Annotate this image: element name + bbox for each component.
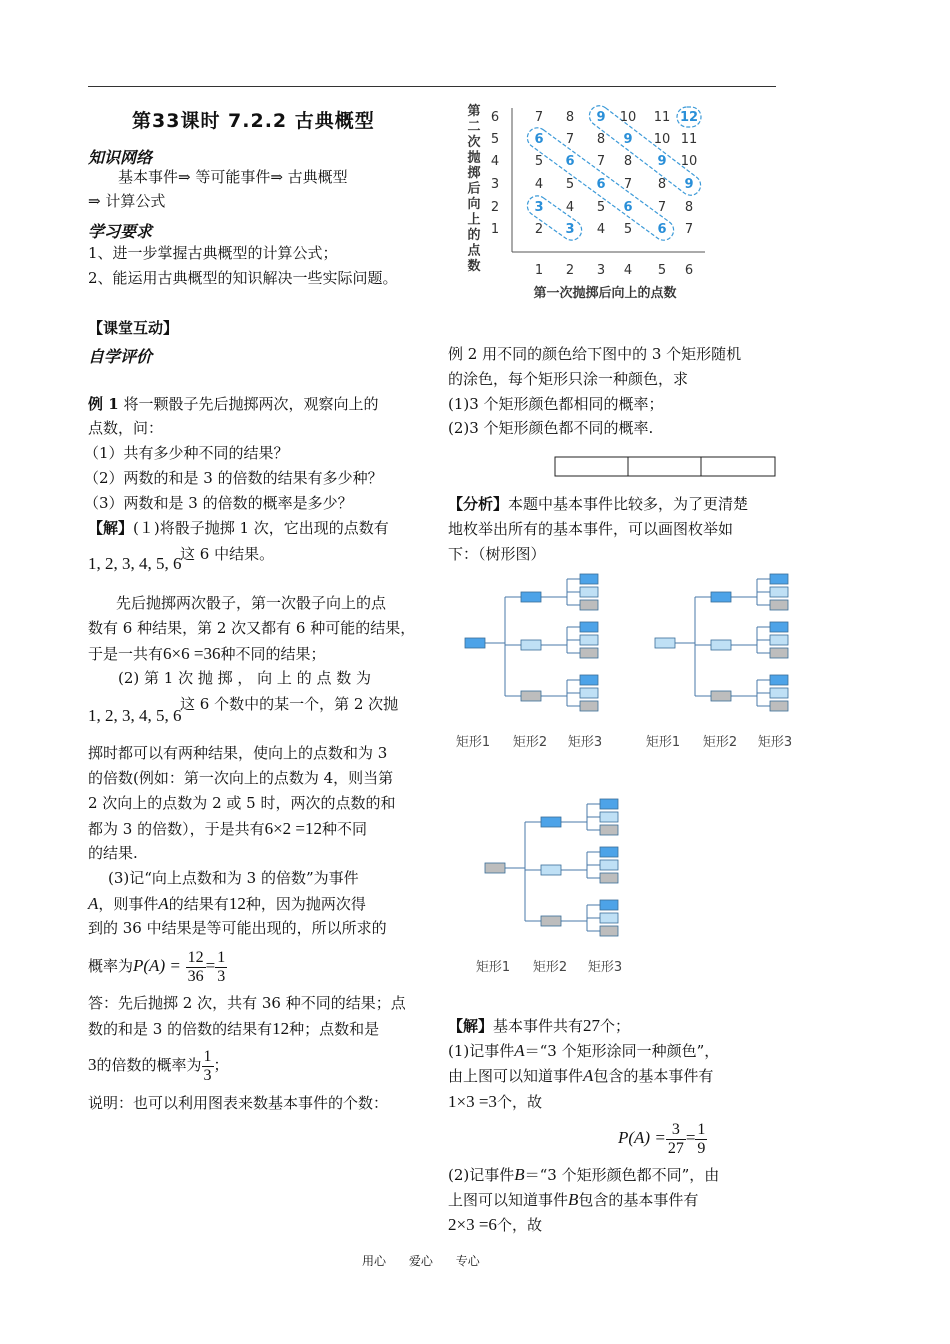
y-axis-label-char: 二 bbox=[467, 119, 481, 135]
y-axis-label-char: 上 bbox=[467, 212, 481, 228]
x-tick-label: 2 bbox=[565, 263, 575, 278]
solution-2-line-6 bbox=[88, 816, 367, 842]
answer-line-3 bbox=[88, 1041, 229, 1089]
analysis-line-2: 地枚举出所有的基本事件，可以画图枚举如 bbox=[448, 520, 734, 538]
tree-leaf-box bbox=[770, 635, 788, 645]
x-tick-label: 5 bbox=[657, 263, 667, 278]
grid-cell-value: 6 bbox=[596, 177, 606, 192]
example-1-line-2: 点数，问： bbox=[88, 419, 164, 437]
tree-leaf-box bbox=[600, 873, 618, 883]
tree-leaf-box bbox=[600, 812, 618, 822]
fraction bbox=[202, 1048, 214, 1085]
math-var: B bbox=[514, 1165, 525, 1184]
fraction bbox=[695, 1121, 707, 1158]
solution-label: 【解】 bbox=[88, 519, 134, 537]
math-num: 12 bbox=[272, 1019, 290, 1038]
grid-cell-value: 6 bbox=[534, 132, 544, 147]
math-var: B bbox=[568, 1190, 579, 1209]
text: 种不同 bbox=[322, 820, 368, 838]
text: (2)记事件 bbox=[448, 1166, 515, 1184]
y-axis-label-char: 掷 bbox=[467, 166, 481, 181]
text: 于是一共有 bbox=[88, 645, 164, 663]
tree-level-label: 矩形3 bbox=[587, 960, 623, 975]
grid-cell-value: 6 bbox=[657, 222, 667, 237]
solution-2-line-4: 的倍数(例如：第一次向上的点数为 4，则当第 bbox=[88, 769, 394, 787]
grid-cell-value: 7 bbox=[657, 200, 667, 215]
y-tick-label: 6 bbox=[490, 110, 500, 125]
tree-level-label: 矩形2 bbox=[512, 735, 548, 750]
tree-mid-box bbox=[521, 640, 541, 650]
tree-root-box bbox=[465, 638, 485, 648]
text: 数的和是 3 的倍数的结果有 bbox=[88, 1020, 273, 1038]
numerator: 1 bbox=[217, 948, 226, 966]
grid-cell-value: 4 bbox=[596, 222, 606, 237]
grid-cell-value: 11 bbox=[680, 132, 698, 147]
knowledge-line-1: 基本事件⇒ 等可能事件⇒ 古典概型 bbox=[118, 168, 348, 186]
solution-2-line-2 bbox=[88, 703, 182, 729]
math-expr: P(A) = bbox=[618, 1128, 666, 1147]
right-solution-line-7 bbox=[448, 1212, 542, 1238]
requirement-2: 2、能运用古典概型的知识解决一些实际问题。 bbox=[88, 269, 398, 287]
y-axis-label-char: 后 bbox=[467, 181, 481, 197]
grid-cell-value: 9 bbox=[657, 154, 667, 169]
math-expr: P(A) = bbox=[133, 956, 181, 975]
y-tick-label: 3 bbox=[490, 177, 500, 192]
example-1-text: 将一颗骰子先后抛掷两次，观察向上的 bbox=[118, 395, 379, 413]
grid-cell-value: 8 bbox=[596, 132, 606, 147]
tree-leaf-box bbox=[580, 675, 598, 685]
solution-1-line-2b: 这 6 中结果。 bbox=[180, 545, 275, 563]
math-num: 3 bbox=[88, 1055, 97, 1074]
example-2-line-2: 的涂色，每个矩形只涂一种颜色，求 bbox=[448, 370, 689, 388]
knowledge-line-2: ⇒ 计算公式 bbox=[88, 192, 166, 210]
example-2-line-4: (2)3 个矩形颜色都不同的概率. bbox=[448, 419, 654, 437]
analysis-line-3: 下：（树形图） bbox=[448, 545, 546, 563]
right-solution-line-1 bbox=[448, 1013, 630, 1039]
page-footer: 用心 爱心 专心 bbox=[362, 1254, 480, 1268]
note-line: 说明：也可以利用图表来数基本事件的个数： bbox=[88, 1094, 389, 1112]
tree-leaf-box bbox=[600, 913, 618, 923]
denominator: 3 bbox=[217, 967, 226, 985]
grid-cell-value: 6 bbox=[623, 200, 633, 215]
tree-leaf-box bbox=[600, 926, 618, 936]
tree-root-box bbox=[485, 863, 505, 873]
right-solution-line-2 bbox=[448, 1038, 719, 1064]
solution-2-line-7: 的结果. bbox=[88, 844, 138, 862]
tree-mid-box bbox=[711, 640, 731, 650]
numerator: 12 bbox=[187, 948, 204, 966]
section-self-study: 自学评价 bbox=[88, 347, 153, 366]
tree-level-label: 矩形3 bbox=[757, 735, 793, 750]
y-axis-label-char: 点 bbox=[467, 243, 481, 259]
y-axis-label-char: 的 bbox=[467, 228, 481, 243]
number-sequence-2: 1, 2, 3, 4, 5, 6 bbox=[88, 706, 182, 725]
equals: = bbox=[205, 956, 216, 975]
example-1-label: 例 1 bbox=[88, 395, 119, 413]
solution-3-line-1: (3)记“向上点数和为 3 的倍数”为事件 bbox=[108, 869, 359, 887]
header-rule bbox=[88, 86, 776, 87]
right-solution-line-5 bbox=[448, 1162, 719, 1188]
tree-diagram-3 bbox=[475, 795, 635, 985]
tree-leaf-box bbox=[580, 648, 598, 658]
tree-leaf-box bbox=[770, 675, 788, 685]
requirement-1: 1、进一步掌握古典概型的计算公式； bbox=[88, 244, 338, 262]
tree-leaf-box bbox=[600, 799, 618, 809]
example-2-line-1: 例 2 用不同的颜色给下图中的 3 个矩形随机 bbox=[448, 345, 742, 363]
page-title: 第33课时 7.2.2 古典概型 bbox=[132, 110, 375, 132]
tree-diagram-2 bbox=[645, 570, 805, 760]
tree-leaf-box bbox=[580, 635, 598, 645]
right-solution-line-6 bbox=[448, 1187, 698, 1213]
tree-mid-box bbox=[711, 691, 731, 701]
solution-1-line-3: 先后抛掷两次骰子，第一次骰子向上的点 bbox=[116, 594, 387, 612]
tree-level-label: 矩形2 bbox=[532, 960, 568, 975]
grid-cell-value: 10 bbox=[653, 132, 671, 147]
grid-cell-value: 2 bbox=[534, 222, 544, 237]
right-solution-formula bbox=[618, 1114, 707, 1162]
right-solution-line-4 bbox=[448, 1089, 542, 1115]
tree-leaf-box bbox=[580, 701, 598, 711]
solution-3-formula bbox=[88, 942, 227, 990]
text: 上图可以知道事件 bbox=[448, 1191, 569, 1209]
y-tick-label: 5 bbox=[490, 132, 500, 147]
x-tick-label: 4 bbox=[623, 263, 633, 278]
math-expr: 1×3 =3 bbox=[448, 1092, 497, 1111]
tree-mid-box bbox=[521, 691, 541, 701]
section-class-interaction: 【课堂互动】 bbox=[88, 319, 179, 337]
grid-cell-value: 7 bbox=[565, 132, 575, 147]
text: 都为 3 的倍数），于是共有 bbox=[88, 820, 265, 838]
text: ，则事件 bbox=[98, 895, 159, 913]
three-rectangles bbox=[554, 456, 778, 478]
number-sequence: 1, 2, 3, 4, 5, 6 bbox=[88, 554, 182, 573]
grid-cell-value: 8 bbox=[684, 200, 694, 215]
tree-leaf-box bbox=[770, 701, 788, 711]
text: ＝“3 个矩形涂同一种颜色”， bbox=[524, 1042, 720, 1060]
grid-cell-value: 8 bbox=[657, 177, 667, 192]
numerator: 1 bbox=[203, 1047, 212, 1065]
tree-mid-box bbox=[521, 592, 541, 602]
tree-leaf-box bbox=[580, 574, 598, 584]
math-expr: 6×6 =36 bbox=[163, 644, 221, 663]
grid-cell-value: 4 bbox=[565, 200, 575, 215]
tree-leaf-box bbox=[770, 688, 788, 698]
grid-cell-value: 7 bbox=[596, 154, 606, 169]
grid-cell-value: 5 bbox=[623, 222, 633, 237]
numerator: 1 bbox=[697, 1120, 706, 1138]
tree-leaf-box bbox=[770, 600, 788, 610]
fraction bbox=[215, 949, 227, 986]
tree-leaf-box bbox=[770, 648, 788, 658]
text: 包含的基本事件有 bbox=[593, 1067, 714, 1085]
denominator: 3 bbox=[203, 1066, 212, 1084]
grid-cell-value: 8 bbox=[565, 110, 575, 125]
grid-cell-value: 4 bbox=[534, 177, 544, 192]
math-var: A bbox=[583, 1066, 594, 1085]
diagonal-highlights bbox=[523, 102, 704, 244]
tree-leaf-box bbox=[600, 825, 618, 835]
text: 个； bbox=[600, 1017, 631, 1035]
denominator: 36 bbox=[187, 967, 204, 985]
fraction bbox=[186, 949, 206, 986]
tree-level-label: 矩形1 bbox=[455, 735, 491, 750]
y-axis-label-char: 数 bbox=[467, 259, 481, 274]
numerator: 3 bbox=[666, 1121, 686, 1140]
tree-diagram-1 bbox=[455, 570, 615, 760]
example-1-line-1 bbox=[88, 392, 378, 417]
math-num: 12 bbox=[228, 894, 246, 913]
grid-cell-value: 9 bbox=[596, 110, 606, 125]
solution-1-line-2 bbox=[88, 551, 182, 577]
grid-cell-value: 5 bbox=[534, 154, 544, 169]
grid-cell-value: 10 bbox=[619, 110, 637, 125]
tree-mid-box bbox=[541, 817, 561, 827]
tree-level-label: 矩形2 bbox=[702, 735, 738, 750]
solution-2-line-2b: 这 6 个数中的某一个，第 2 次抛 bbox=[180, 695, 399, 713]
tree-leaf-box bbox=[600, 860, 618, 870]
text: ； bbox=[213, 1056, 229, 1074]
analysis-line-1 bbox=[448, 492, 748, 517]
text: 本题中基本事件比较多，为了更清楚 bbox=[508, 495, 749, 513]
analysis-label: 【分析】 bbox=[448, 495, 509, 513]
text: ＝“3 个矩形颜色都不同”，由 bbox=[524, 1166, 720, 1184]
tree-leaf-box bbox=[580, 688, 598, 698]
math-num: 27 bbox=[583, 1016, 601, 1035]
y-tick-label: 1 bbox=[490, 222, 500, 237]
solution-3-line-3: 到的 36 中结果是等可能出现的，所以所求的 bbox=[88, 919, 387, 937]
tree-mid-box bbox=[541, 865, 561, 875]
grid-cell-value: 8 bbox=[623, 154, 633, 169]
example-1-question-2: （2）两数的和是 3 的倍数的结果有多少种？ bbox=[84, 469, 383, 487]
answer-line-2 bbox=[88, 1016, 379, 1042]
solution-3-line-2 bbox=[88, 891, 366, 917]
y-axis-label-char: 次 bbox=[467, 135, 481, 150]
y-tick-label: 4 bbox=[490, 154, 500, 169]
math-var: A bbox=[514, 1041, 525, 1060]
tree-leaf-box bbox=[580, 587, 598, 597]
solution-1-line-1 bbox=[88, 516, 389, 541]
text: 的倍数的概率为 bbox=[96, 1056, 202, 1074]
tree-leaf-box bbox=[600, 847, 618, 857]
grid-cell-value: 9 bbox=[623, 132, 633, 147]
text: 概率为 bbox=[88, 957, 134, 975]
dice-sum-grid-chart bbox=[455, 96, 725, 308]
text: 个，故 bbox=[496, 1216, 542, 1234]
grid-cell-value: 10 bbox=[680, 154, 698, 169]
tree-leaf-box bbox=[770, 587, 788, 597]
tree-level-label: 矩形1 bbox=[475, 960, 511, 975]
section-requirements: 学习要求 bbox=[88, 222, 153, 241]
grid-cell-value: 11 bbox=[653, 110, 671, 125]
denominator: 9 bbox=[697, 1139, 706, 1157]
y-axis-label-char: 抛 bbox=[467, 150, 481, 166]
text: (1)记事件 bbox=[448, 1042, 515, 1060]
fraction bbox=[666, 1121, 686, 1158]
tree-leaf-box bbox=[600, 900, 618, 910]
tree-leaf-box bbox=[770, 574, 788, 584]
x-tick-label: 3 bbox=[596, 263, 606, 278]
x-axis-label: 第一次抛掷后向上的点数 bbox=[533, 286, 677, 301]
math-expr: 2×3 =6 bbox=[448, 1215, 497, 1234]
text: 由上图可以知道事件 bbox=[448, 1067, 584, 1085]
answer-line-1: 答：先后抛掷 2 次，共有 36 种不同的结果；点 bbox=[88, 994, 406, 1012]
tree-mid-box bbox=[541, 916, 561, 926]
solution-2-line-3: 掷时都可以有两种结果，使向上的点数和为 3 bbox=[88, 744, 388, 762]
tree-mid-box bbox=[711, 592, 731, 602]
math-var: A bbox=[158, 894, 169, 913]
grid-cell-value: 5 bbox=[565, 177, 575, 192]
grid-cell-value: 7 bbox=[684, 222, 694, 237]
right-solution-line-3 bbox=[448, 1063, 713, 1089]
grid-cell-value: 9 bbox=[684, 177, 694, 192]
x-tick-label: 1 bbox=[534, 263, 544, 278]
section-knowledge-network: 知识网络 bbox=[88, 148, 153, 167]
rectangles-outline bbox=[555, 457, 775, 476]
text: 种，因为抛两次得 bbox=[245, 895, 366, 913]
solution-1-text: (１)将骰子抛掷 1 次，它出现的点数有 bbox=[133, 519, 389, 537]
grid-cell-value: 7 bbox=[623, 177, 633, 192]
denominator: 27 bbox=[667, 1139, 684, 1157]
equals: = bbox=[685, 1128, 696, 1147]
text: 种不同的结果； bbox=[220, 645, 326, 663]
math-expr: 6×2 =12 bbox=[264, 819, 323, 838]
y-axis-label-char: 向 bbox=[467, 197, 481, 212]
example-2-line-3: (1)3 个矩形颜色都相同的概率； bbox=[448, 395, 664, 413]
text: 种；点数和是 bbox=[289, 1020, 380, 1038]
solution-1-line-5 bbox=[88, 641, 325, 667]
grid-cells bbox=[534, 110, 698, 237]
tree-level-label: 矩形1 bbox=[645, 735, 681, 750]
y-tick-label: 2 bbox=[490, 200, 500, 215]
math-var: A bbox=[88, 894, 99, 913]
text: 包含的基本事件有 bbox=[578, 1191, 699, 1209]
grid-cell-value: 3 bbox=[534, 200, 544, 215]
diagonal-highlight bbox=[523, 192, 585, 244]
y-axis-label-char: 第 bbox=[467, 104, 481, 119]
tree-leaf-box bbox=[770, 622, 788, 632]
tree-leaf-box bbox=[580, 622, 598, 632]
tree-root-box bbox=[655, 638, 675, 648]
grid-cell-value: 6 bbox=[565, 154, 575, 169]
example-1-question-3: （3）两数和是 3 的倍数的概率是多少？ bbox=[84, 494, 353, 512]
grid-cell-value: 7 bbox=[534, 110, 544, 125]
tree-level-label: 矩形3 bbox=[567, 735, 603, 750]
solution-1-line-4: 数有 6 种结果，第 2 次又都有 6 种可能的结果， bbox=[88, 619, 416, 637]
solution-2-line-1: (2) 第 1 次 抛 掷 ， 向 上 的 点 数 为 bbox=[118, 669, 372, 687]
solution-label: 【解】 bbox=[448, 1017, 494, 1035]
y-axis-label bbox=[466, 103, 481, 274]
grid-cell-value: 5 bbox=[596, 200, 606, 215]
example-1-question-1: （1）共有多少种不同的结果？ bbox=[84, 444, 289, 462]
text: 的结果有 bbox=[168, 895, 229, 913]
x-tick-label: 6 bbox=[684, 263, 694, 278]
solution-2-line-5: 2 次向上的点数为 2 或 5 时，两次的点数的和 bbox=[88, 794, 396, 812]
text: 基本事件共有 bbox=[493, 1017, 584, 1035]
text: 个，故 bbox=[496, 1093, 542, 1111]
tree-leaf-box bbox=[580, 600, 598, 610]
grid-cell-value: 12 bbox=[679, 110, 699, 125]
grid-cell-value: 3 bbox=[565, 222, 575, 237]
